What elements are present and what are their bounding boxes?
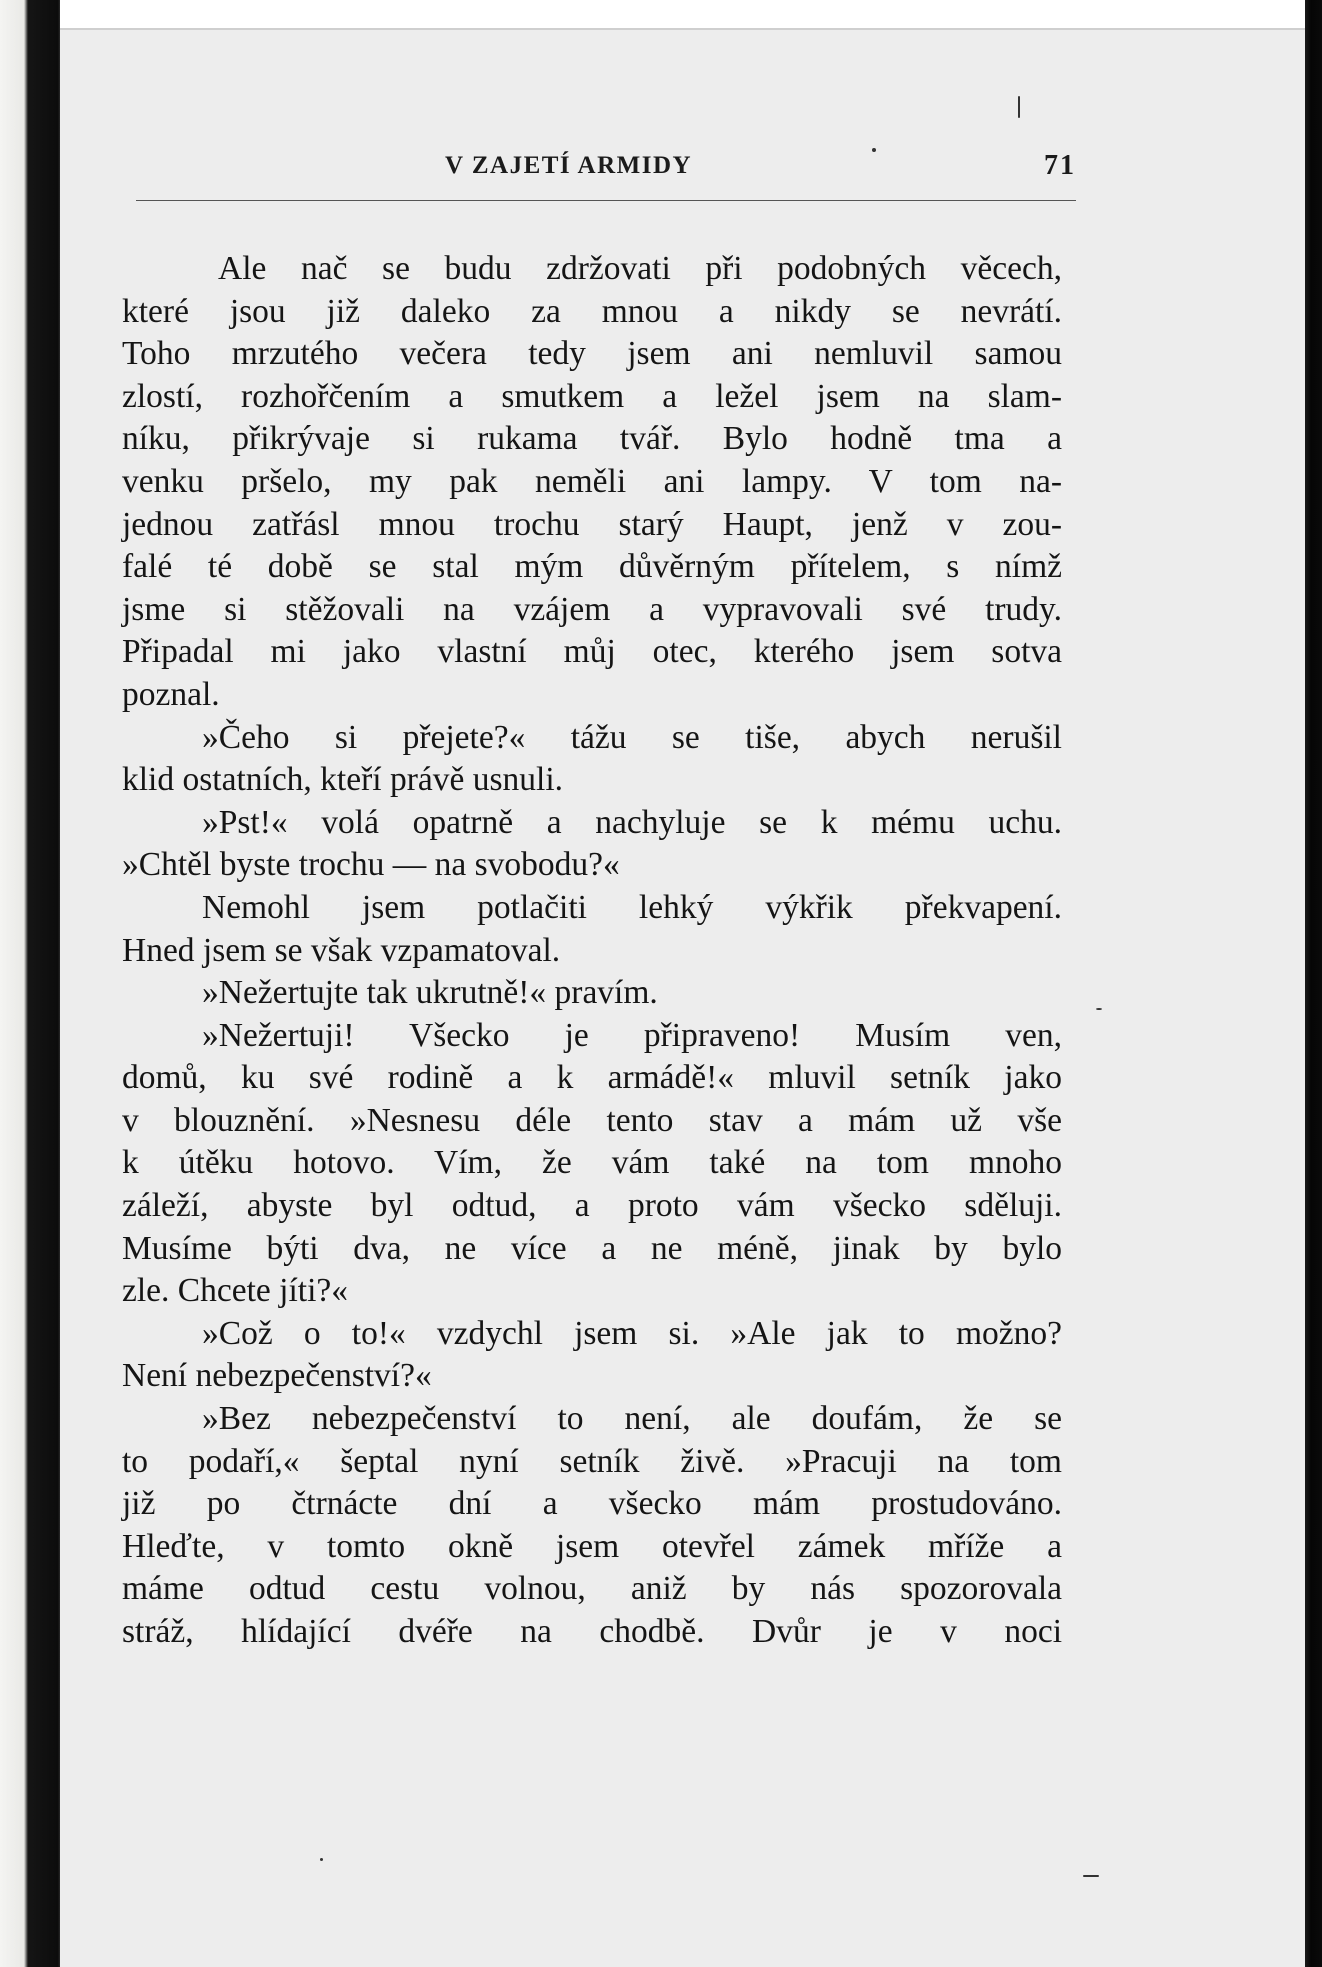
- text-line: Není nebezpečenství?«: [122, 1357, 432, 1395]
- text-line: »Nežertuji! Všecko je připraveno! Musím ven,: [202, 1016, 1062, 1054]
- text-line: Hned jsem se však vzpamatoval.: [122, 931, 561, 969]
- text-line: Hleďte, v tomto okně jsem otevřel zámek mříže a: [122, 1527, 1062, 1565]
- text-line: záleží, abyste byl odtud, a proto vám všecko sděluji.: [122, 1187, 1062, 1225]
- text-line: »Čeho si přejete?« tážu se tiše, abych nerušil: [202, 718, 1062, 756]
- text-line: klid ostatních, kteří právě usnuli.: [122, 761, 563, 799]
- text-line: stráž, hlídající dvéře na chodbě. Dvůr je v noci: [122, 1613, 1062, 1650]
- text-line: Musíme býti dva, ne více a ne méně, jinak by bylo: [122, 1229, 1062, 1267]
- text-line: domů, ku své rodině a k armádě!« mluvil setník jako: [122, 1059, 1062, 1097]
- text-line: »Bez nebezpečenství to není, ale doufám, že se: [202, 1400, 1062, 1438]
- text-line: již po čtrnácte dní a všecko mám prostudováno.: [122, 1485, 1062, 1523]
- text-line: jsme si stěžovali na vzájem a vypravovali své trudy.: [122, 590, 1062, 628]
- text-line: Ale nač se budu zdržovati při podobných věcech,: [218, 250, 1062, 287]
- scan-speck: [1018, 96, 1020, 118]
- page-edge-shadow: [1305, 0, 1322, 1967]
- text-line: jednou zatřásl mnou trochu starý Haupt, jenž v zou-: [122, 505, 1062, 543]
- text-line: v blouznění. »Nesnesu déle tento stav a mám už vše: [122, 1101, 1062, 1139]
- text-line: Připadal mi jako vlastní můj otec, kterého jsem sotva: [122, 633, 1062, 671]
- text-line: Nemohl jsem potlačiti lehký výkřik překvapení.: [202, 888, 1062, 926]
- text-line: to podaří,« šeptal nyní setník živě. »Pracuji na tom: [122, 1442, 1062, 1480]
- scan-speck: [1083, 1875, 1099, 1877]
- header-rule: [136, 200, 1076, 201]
- text-line: zle. Chcete jíti?«: [122, 1272, 349, 1310]
- text-line: které jsou již daleko za mnou a nikdy se nevrátí.: [122, 292, 1062, 330]
- text-line: níku, přikrývaje si rukama tvář. Bylo hodně tma a: [122, 420, 1062, 458]
- page-number: 71: [1044, 150, 1076, 181]
- scan-speck: [1096, 1008, 1102, 1010]
- scan-speck: [872, 148, 876, 152]
- body-text: [122, 248, 1062, 1654]
- book-binding-shadow: [0, 0, 60, 1967]
- text-line: »Pst!« volá opatrně a nachyluje se k mému uchu.: [202, 803, 1062, 841]
- text-line: falé té době se stal mým důvěrným přítelem, s nímž: [122, 548, 1062, 586]
- running-title: V ZAJETÍ ARMIDY: [445, 152, 693, 179]
- text-line: zlostí, rozhořčením a smutkem a ležel jsem na slam-: [122, 377, 1062, 415]
- text-line: máme odtud cestu volnou, aniž by nás spozorovala: [122, 1570, 1062, 1608]
- text-line: »Což o to!« vzdychl jsem si. »Ale jak to možno?: [202, 1314, 1062, 1352]
- text-line: »Nežertujte tak ukrutně!« pravím.: [202, 974, 658, 1012]
- text-line: poznal.: [122, 675, 220, 713]
- text-line: Toho mrzutého večera tedy jsem ani nemluvil samou: [122, 335, 1062, 373]
- text-line: »Chtěl byste trochu — na svobodu?«: [122, 846, 620, 884]
- text-line: k útěku hotovo. Vím, že vám také na tom mnoho: [122, 1144, 1062, 1182]
- text-line: venku pršelo, my pak neměli ani lampy. V tom na-: [122, 462, 1062, 500]
- page-header: [130, 152, 1088, 196]
- scan-speck: [320, 1858, 323, 1861]
